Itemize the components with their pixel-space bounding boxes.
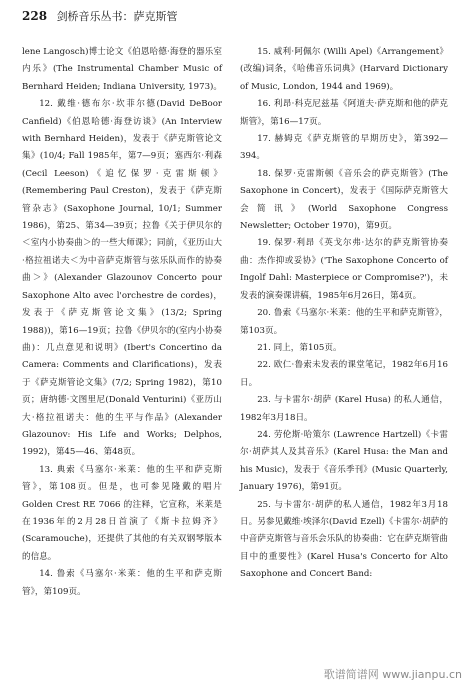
right-column bbox=[240, 44, 448, 584]
note-paragraph: lene Langosch)博士论文《伯恩哈德·海登的器乐室内乐》(The Instrumental Chamber Music of Bernhard Heiden; Indiana University, 1973)。 bbox=[22, 47, 222, 92]
left-column bbox=[22, 44, 222, 601]
note-18: 18. 保罗·克雷斯顿《音乐会的萨克斯管》(The Saxophone in Concert)，发表于《国际萨克斯管大会简讯》(World Saxophone Congress Newsletter; October 1970)，第9页。 bbox=[240, 168, 448, 232]
page-number: 228 bbox=[22, 9, 48, 23]
note-16: 16. 利昂·科克尼兹基《阿道夫·萨克斯和他的萨克斯管》，第16—17页。 bbox=[240, 99, 448, 127]
note-23: 23. 与卡雷尔·胡萨 (Karel Husa) 的私人通信，1982年3月18日。 bbox=[240, 395, 448, 423]
note-22: 22. 欧仁·鲁索未发表的课堂笔记，1982年6月16日。 bbox=[240, 360, 448, 388]
running-header bbox=[22, 8, 178, 24]
note-21: 21. 同上，第105页。 bbox=[257, 342, 342, 353]
note-25: 25. 与卡雷尔·胡萨的私人通信，1982年3月18日。另参见戴维·埃泽尔(David Ezell)《卡雷尔·胡萨的中音萨克斯管与音乐会乐队的协奏曲：它在萨克斯管曲目中的重要性》(Karel Husa's Concerto for Alto Saxophone and Concert Band: bbox=[240, 499, 448, 580]
note-17: 17. 赫姆克《萨克斯管的早期历史》，第392—394。 bbox=[240, 134, 448, 162]
note-12: 12. 戴维·德布尔·坎菲尔德(David DeBoor Canfield)《伯恩哈德·海登访谈》(An Interview with Bernhard Heiden)，发表于《萨克斯管论文集》(10/4; Fall 1985年，第7—9页；塞西尔·利森(Cecil Leeson)《追忆保罗·克雷斯顿》(Remembering Paul Creston)，发表于《萨克斯管杂志》(Saxophone Journal, 10/1; Summer 1986)，第25、第34—39页；拉鲁《关于伊贝尔的＜室内小协奏曲＞的一些大师课》；同前，《亚历山大·格拉祖诺夫＜为中音萨克斯管与弦乐队而作的协奏曲＞》(Alexander Glazounov Concerto pour Saxophone Alto avec l'orchestre de cordes)，发表于《萨克斯管论文集》(13/2; Spring 1988))，第16—19页；拉鲁《伊贝尔的(室内小协奏曲)：几点意见和说明》(Ibert's Concertino da Camera: Comments and Clarifications)，发表于《萨克斯管论文集》(7/2; Spring 1982)，第10页；唐纳德·文图里尼(Donald Venturini)《亚历山大·格拉祖诺夫：他的生平与作品》(Alexander Glazounov: His Life and Works; Delphos, 1992)，第45—46、第48页。 bbox=[22, 99, 222, 458]
note-19: 19. 保罗·利昂《英戈尔弗·达尔的萨克斯管协奏曲：杰作抑或妥协》('The Saxophone Concerto of Ingolf Dahl: Masterpiece or Compromise?')，未发表的演奏课讲稿，1985年6月26日，第4页。 bbox=[240, 238, 448, 301]
note-20: 20. 鲁索《马塞尔·米莱：他的生平和萨克斯管》，第103页。 bbox=[240, 308, 448, 336]
note-14: 14. 鲁索《马塞尔·米莱：他的生平和萨克斯管》，第109页。 bbox=[22, 569, 222, 597]
running-title: 剑桥音乐丛书：萨克斯管 bbox=[56, 10, 178, 23]
note-13: 13. 典索《马塞尔·米莱：他的生平和萨克斯管》，第108页。但是，也可参见隆戴的唱片 Golden Crest RE 7066 的注释，它宣称，米莱是在1936年的2月28日首演了《斯卡拉姆齐》(Scaramouche)，还提供了其他的有关双钢琴版本的信息。 bbox=[22, 464, 222, 562]
note-24: 24. 劳伦斯·哈策尔 (Lawrence Hartzell)《卡雷尔·胡萨其人及其音乐》(Karel Husa: the Man and his Music)，发表于《音乐季刊》(Music Quarterly, January 1976)，第91页。 bbox=[240, 429, 448, 493]
note-15: 15. 威利·阿佩尔 (Willi Apel)《Arrangement》(改编)词条，《哈佛音乐词典》(Harvard Dictionary of Music, London, 1944 and 1969)。 bbox=[240, 47, 448, 92]
watermark: 歌谱简谱网 www.jianpu.cn bbox=[323, 668, 462, 681]
